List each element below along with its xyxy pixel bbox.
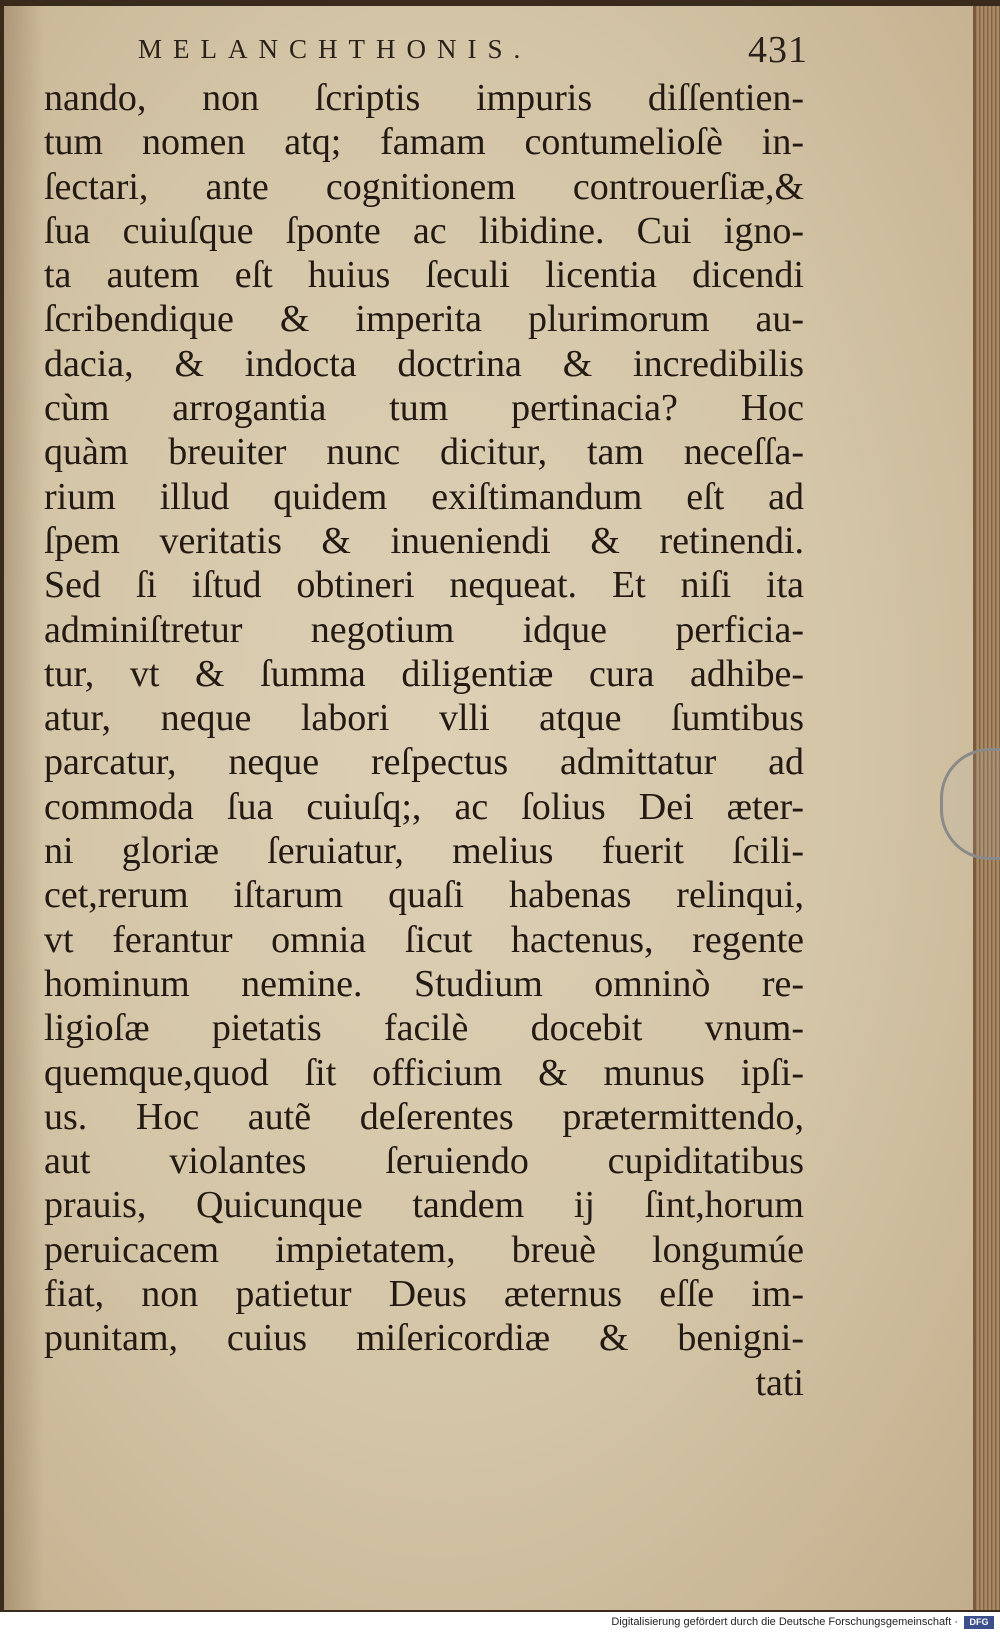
digitization-footer [0, 1612, 1000, 1634]
page-number: 431 [748, 29, 808, 71]
text-line: us. Hoc autẽ deſerentes prætermittendo, [44, 1095, 804, 1138]
text-line: parcatur, neque reſpectus admittatur ad [44, 741, 804, 784]
text-line: Sed ſi iſtud obtineri nequeat. Et niſi ita [44, 564, 804, 607]
text-line: ligioſæ pietatis facilè docebit vnum- [44, 1007, 804, 1050]
text-line: atur, neque labori vlli atque ſumtibus [44, 697, 804, 740]
page-gutter-shadow [4, 6, 44, 1610]
text-line: ni gloriæ ſeruiatur, melius fuerit ſcili- [44, 830, 804, 873]
text-line: fiat, non patietur Deus æternus eſſe im- [44, 1273, 804, 1316]
text-line: rium illud quidem exiſtimandum eſt ad [44, 475, 804, 518]
page-header [138, 29, 808, 74]
text-line: dacia, & indocta doctrina & incredibilis [44, 342, 804, 385]
text-line: punitam, cuius miſericordiæ & benigni- [44, 1317, 804, 1360]
text-line: ſua cuiuſque ſponte ac libidine. Cui igno- [44, 209, 804, 252]
catchword: tati [755, 1361, 804, 1404]
text-line: prauis, Quicunque tandem ij ſint,horum [44, 1184, 804, 1227]
digitization-note: Digitalisierung gefördert durch die Deutsche Forschungsgemeinschaft · [611, 1616, 958, 1628]
running-title: MELANCHTHONIS. [138, 34, 532, 64]
text-line: ta autem eſt huius ſeculi licentia dicendi [44, 254, 804, 297]
text-line: quàm breuiter nunc dicitur, tam neceſſa- [44, 431, 804, 474]
text-line: tur, vt & ſumma diligentiæ cura adhibe- [44, 652, 804, 695]
dfg-logo: DFG [964, 1616, 994, 1629]
text-line: adminiſtretur negotium idque perficia- [44, 608, 804, 651]
text-line: hominum nemine. Studium omninò re- [44, 962, 804, 1005]
text-line: cùm arrogantia tum pertinacia? Hoc [44, 387, 804, 430]
text-line: peruicacem impietatem, breuè longumúe [44, 1228, 804, 1271]
text-line: ſpem veritatis & inueniendi & retinendi. [44, 519, 804, 562]
text-line: cet,rerum iſtarum quaſi habenas relinqui, [44, 874, 804, 917]
text-line: tum nomen atq; famam contumelioſè in- [44, 121, 804, 164]
text-line: aut violantes ſeruiendo cupiditatibus [44, 1140, 804, 1183]
text-line: ſcribendique & imperita plurimorum au- [44, 298, 804, 341]
text-line: quemque,quod ſit officium & munus ipſi- [44, 1051, 804, 1094]
text-line: vt ferantur omnia ſicut hactenus, regente [44, 918, 804, 961]
text-line: ſectari, ante cognitionem controuerſiæ,& [44, 165, 804, 208]
text-line: commoda ſua cuiuſq;, ac ſolius Dei æter- [44, 785, 804, 828]
text-line: nando, non ſcriptis impuris diſſentien- [44, 77, 804, 119]
body-text [44, 76, 804, 1405]
